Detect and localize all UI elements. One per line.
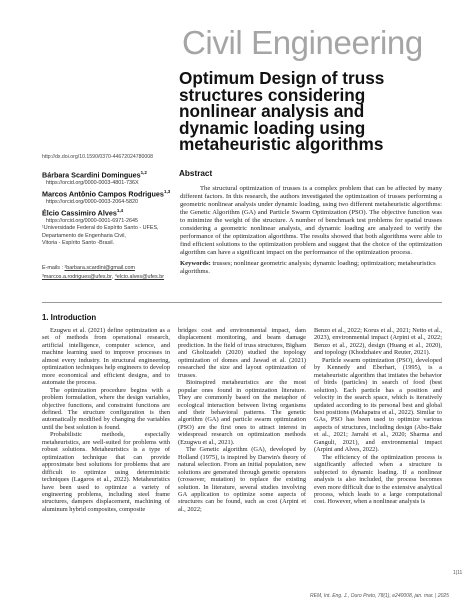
abstract-text: The structural optimization of trusses is a complex problem that can be affected by many different factors. In this research, the authors investigated the optimization of trusses performing a geometric nonlinear analysis under dynamic loading, using two different metaheuristic algorithms: the Genetic Algorithm (GA) and Particle Swarm Optimization (PSO). The objective function was to minimize the weight of the structure. A number of benchmark test problems for spatial trusses considering a geometric nonlinear analysis, and dynamic loading are analyzed to verify the performance of the optimization algorithms. The results showed that both algorithms were able to find efficient solutions to the optimization problem and suggest that the choice of the optimization algorithm can have a significant impact on the performance of the optimization process. xyxy=(180,185,442,256)
keywords xyxy=(180,260,442,276)
email-link[interactable]: ⁴elcio.alves@ufes.br xyxy=(114,274,165,280)
affiliation xyxy=(42,225,174,248)
keywords-label: Keywords: xyxy=(180,260,211,267)
email-link[interactable]: ²barbara.scardini@gmail.com xyxy=(64,265,135,271)
author-entry xyxy=(42,170,174,186)
intro-column-3 xyxy=(314,327,442,506)
intro-column-2 xyxy=(178,327,306,513)
paragraph: Ezugwu et al. (2021) define optimization as a set of methods from operational research, artificial intelligence, computer science, and machine learning used to improve processes in almost every industry. In structural engineering, optimization techniques help engineers to develop more economical and efficient designs, and to automate the process. xyxy=(42,327,170,387)
email-label: E-mails : xyxy=(42,265,65,271)
author-list xyxy=(42,170,174,227)
paragraph: The Genetic algorithm (GA), developed by Holland (1975), is inspired by Darwin's theory of natural selection. From an initial population, new solutions are generated through genetic operators (crossover, mutation) to replace the existing solution. In literature, several studies involving GA application to optimize some aspects of structures can be found, such as cost (Arpini et al., 2022; xyxy=(178,446,306,513)
author-entry xyxy=(42,189,174,205)
affiliation-line: Departamento de Engenharia Civil, xyxy=(42,232,126,239)
article-title: Optimum Design of truss structures considering nonlinear analysis and dynamic loading using metaheuristic algorithms xyxy=(179,68,385,155)
author-name: Marcos Antônio Campos Rodrigues$^{1,3}$ xyxy=(42,188,171,199)
intro-column-1 xyxy=(42,327,170,513)
paragraph: Particle swarm optimization (PSO), developed by Kennedy and Eberhart, (1995), is a metaheuristic algorithm that imitates the behavior of birds (particles) in search of food (best solution). Each particle has a position and velocity in the search space, which is iteratively updated according to its personal best and global best positions (Mahapatra et al., 2022). Similar to GAs, PSO has been used to optimize various aspects of structures, including design (Abo-Bakr et al., 2021; Jarrahi et al., 2020; Sharma and Ganguli, 2021), and environmental impact (Arpini and Alves, 2022). xyxy=(314,356,442,454)
section-divider xyxy=(42,302,442,303)
footer-citation: REM, Int. Eng. J., Ouro Preto, 78(1), e240008, jan. mar. | 2025 xyxy=(310,593,449,599)
introduction-heading: 1. Introduction xyxy=(42,313,97,322)
author-entry xyxy=(42,208,174,224)
author-name: Élcio Cassimiro Alves$^{1,4}$ xyxy=(42,207,124,218)
paragraph: Probabilistic methods, especially metaheuristics, are well-suited for problems with robust solutions. Metaheuristics is a type of optimization technique that can provide approximate best solutions for problems that are difficult to optimize using deterministic techniques (Lagaros et al., 2022). Metaheuristics have been used to optimize a variety of engineering problems, including steel frame structures, dampers displacement, machining of aluminum hybrid composites, composite xyxy=(42,431,170,513)
page-number: 1|11 xyxy=(453,570,463,576)
orcid-link[interactable]: https://orcid.org/0000-0003-2064-5820 xyxy=(46,199,139,206)
email-block: E-mails : ²barbara.scardini@gmail.com ³marcos.a.rodrigues@ufes.br, ⁴elcio.alves@ufes.br xyxy=(42,265,165,280)
doi-link[interactable]: http://dx.doi.org/10.1590/0370-44672024780008 xyxy=(42,154,154,160)
paragraph: The efficiency of the optimization process is significantly affected when a structure is subjected to dynamic loading. If a nonlinear analysis is also included, the process becomes even more difficult due to the extensive analytical process, which leads to a large computational cost. However, when a nonlinear analysis is xyxy=(314,453,442,506)
paragraph: Bioinspired metaheuristics are the most popular ones found in optimization literature. They are commonly based on the metaphor of ecological interaction between living organisms and their behavioral patterns. The genetic algorithm (GA) and particle swarm optimization (PSO) are the first ones to attract interest in widespread research on optimization methods (Ezugwu et al., 2021). xyxy=(178,379,306,446)
paragraph: bridges cost and environmental impact, dam displacement monitoring, and beam damage prediction. In the field of truss structures, Bigham and Gholizadeh (2020) studied the topology optimization of domes and Jawad et al. (2021) researched the size and layout optimization of trusses. xyxy=(178,327,306,379)
section-header: Civil Engineering xyxy=(182,24,423,61)
email-link[interactable]: ³marcos.a.rodrigues@ufes.br xyxy=(42,274,112,280)
orcid-link[interactable]: https://orcid.org/0000-0001-6971-2645 xyxy=(46,218,139,225)
affiliation-line: ¹Universidade Federal do Espírito Santo - UFES, xyxy=(42,225,159,231)
paragraph: The optimization procedure begins with a problem formulation, where the design variables, objective functions, and constraint functions are defined. The structure configuration is then automatically modified by changing the variables until the best solution is found. xyxy=(42,386,170,431)
abstract-heading: Abstract xyxy=(179,169,213,178)
orcid-link[interactable]: https://orcid.org/0000-0003-4801-736X xyxy=(46,180,139,187)
affiliation-line: Vitoria - Espírito Santo -Brasil. xyxy=(42,240,115,246)
keywords-list: trusses; nonlinear geometric analysis; dynamic loading; optimization; metaheuristics algorithms. xyxy=(180,260,436,275)
author-name: Bárbara Scardini Domingues$^{1,2}$ xyxy=(42,170,147,180)
paragraph: Benzo et al., 2022; Korus et al., 2021; Netto et al., 2023), environmental impact (Arpini et al., 2022; Benzo et al., 2022), design (Huang et al., 2020), and topology (Khodzhaiev and Reuter, 2021). xyxy=(314,327,442,357)
